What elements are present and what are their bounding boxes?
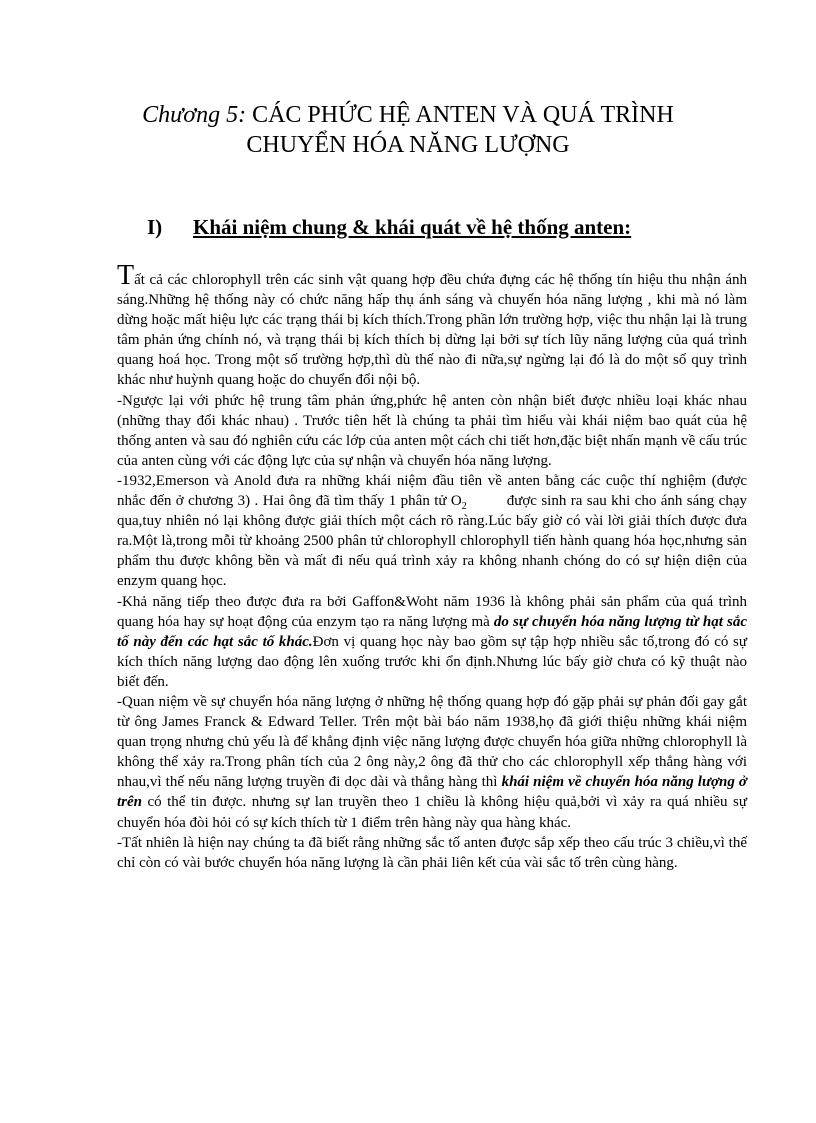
paragraph-6: -Tất nhiên là hiện nay chúng ta đã biết rằng những sắc tố anten được sắp xếp theo cấu trúc 3 chiều,vì thế chỉ còn có vài bước chuyển hóa năng lượng là cần phải liên kết của vài sắc tố trên cùng hàng. <box>117 834 747 871</box>
paragraph-5-text-before: -Quan niệm về sự chuyển hóa năng lượng ở những hệ thống quang hợp đó gặp phải sự phản đối gay gắt từ ông James Franck & Edward Teller. Trên một bài báo năm 1938,họ đã giới thiệu những khái niệm quan trọng nhưng chủ yếu là để khẳng định việc năng lượng được chuyển hóa giữa những chlorophyll là không thể xảy ra.Trong phân tích của 2 ông này,2 ông đã thử cho các chlorophyll xếp thẳng hàng với nhau,vì thế nếu năng lượng truyền đi dọc dài và thẳng hàng thì <box>117 693 747 791</box>
chapter-title <box>60 100 756 160</box>
paragraph-5-emphasis: khái niệm về chuyển hóa năng lượng ở trên <box>117 774 747 811</box>
section-heading <box>0 213 816 243</box>
paragraph-4-text-before: -Khả năng tiếp theo được đưa ra bởi Gaffon&Woht năm 1936 là không phải sản phẩm của quá trình quang hóa hay sự hoạt động của enzym tạo ra năng lượng mà <box>117 593 747 630</box>
section-number: I) <box>147 215 163 239</box>
paragraph-3-text-after: được sinh ra sau khi cho ánh sáng chạy qua,tuy nhiên nó lại không được giải thích một cách rõ ràng.Lúc bấy giờ có vài lời giải thích được đưa ra.Một là,trong mỗi từ khoảng 2500 phân tử chlorophyll chlorophyll tiến hành quang hóa học,nhưng sản phẩm thu được không bền và mất đi nếu quá trình xảy ra không nhanh chóng do có sự hiện diện của enzym quang học. <box>117 493 747 590</box>
chapter-title-line-2: CHUYỂN HÓA NĂNG LƯỢNG <box>246 132 570 158</box>
section-title: Khái niệm chung & khái quát về hệ thống anten: <box>193 215 632 239</box>
paragraph-4 <box>117 592 747 692</box>
chapter-label: Chương 5: <box>142 102 247 128</box>
chapter-title-line-1 <box>60 100 756 130</box>
paragraph-3-text-before: -1932,Emerson và Anold đưa ra những khái niệm đầu tiên về anten bằng các cuộc thí nghiệm (được nhắc đến ở chương 3) . Hai ông đã tìm thấy 1 phân tử O <box>117 472 747 510</box>
paragraph-4-text-after: Đơn vị quang học này bao gồm sự tập hợp nhiều sắc tố,trong đó có sự kích thích năng lượng dao động lên xuống trước khi ổn định.Nhưng lúc bấy giờ chưa có kỹ thuật nào biết đến. <box>117 633 748 690</box>
paragraph-3 <box>117 471 747 592</box>
o2-subscript: 2 <box>461 501 467 513</box>
chapter-title-text-1: CÁC PHỨC HỆ ANTEN VÀ QUÁ TRÌNH <box>252 102 674 128</box>
paragraph-2: -Ngược lại với phức hệ trung tâm phản ứng,phức hệ anten còn nhận biết được nhiều loại khác nhau (những thay đổi khác nhau) . Trước tiên hết là chúng ta phải tìm hiểu vài khái niệm bao quát của hệ thống anten và sau đó nghiên cứu các lớp của anten một cách chi tiết hơn,đặc biệt nhấn mạnh về cấu trúc của anten cùng với các động lực của sự nhận và chuyển hóa năng lượng. <box>117 392 747 469</box>
paragraph-4-emphasis: do sự chuyển hóa năng lượng từ hạt sắc tố này đến các hạt sắc tố khác. <box>117 613 747 650</box>
paragraph-5-text-after: có thể tin được. nhưng sự lan truyền theo 1 chiều là không hiệu quả,bởi vì xảy ra quá nhiều sự chuyển hóa đòi hỏi có sự kích thích từ 1 điểm trên hàng này qua hàng khác. <box>117 794 747 831</box>
paragraph-1 <box>117 260 747 391</box>
body-text <box>117 260 748 873</box>
paragraph-1-text: ất cả các chlorophyll trên các sinh vật quang hợp đều chứa đựng các hệ thống tín hiệu thu nhận ánh sáng.Những hệ thống này có chức năng hấp thụ ánh sáng và chuyển hóa năng lượng , khi mà nó làm dừng hoặc mất hiệu lực các trạng thái bị kích thích.Trong phần lớn trường hợp, việc thu nhận lại là trung tâm phản ứng chính nó, và trạng thái bị kích thích bị dừng lại bởi sự tích lũy năng lượng của quá trình quang hoá học. Trong một số trường hợp,thì dù thế nào đi nữa,sự ngừng lại đó là do một số quy trình khác như huỳnh quang hoặc do chuyển đổi nội bộ. <box>117 272 747 389</box>
drop-cap: T <box>117 260 135 291</box>
paragraph-5 <box>117 692 747 833</box>
